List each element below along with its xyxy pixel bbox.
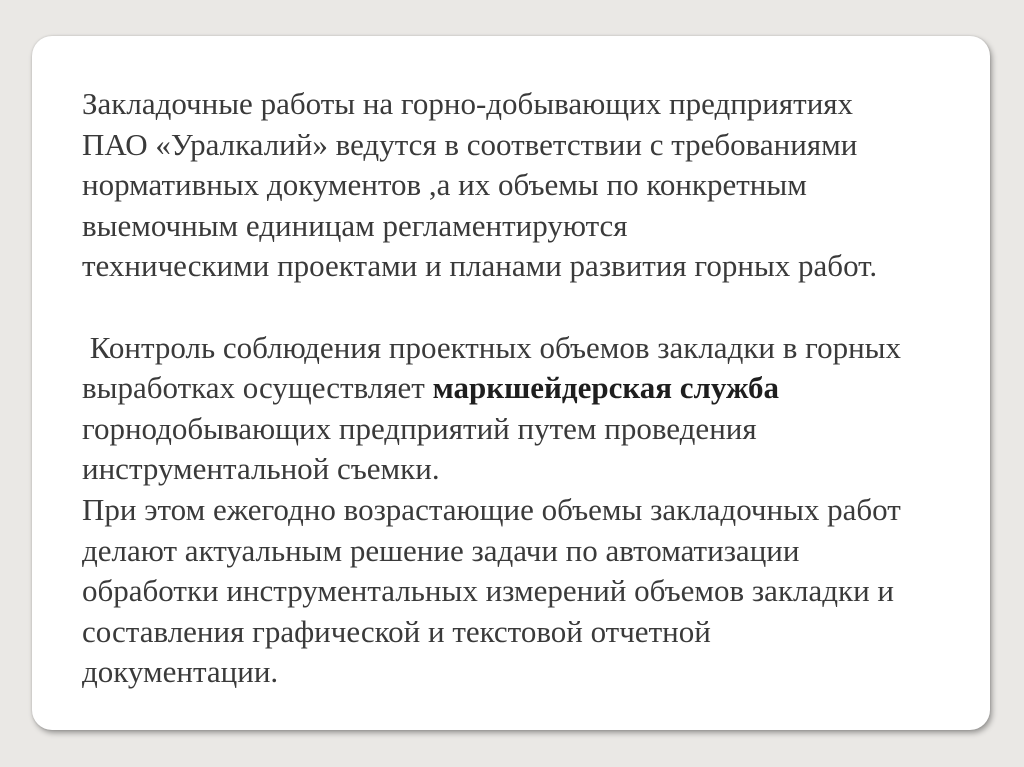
paragraph-1-line: нормативных документов ,а их объемы по конкретным (82, 167, 807, 203)
paragraph-3-line: составления графической и текстовой отчетной (82, 613, 711, 649)
paragraph-2-line: инструментальной съемки. (82, 451, 440, 487)
paragraph-3-line: обработки инструментальных измерений объемов закладки и (82, 573, 894, 609)
paragraph-2-text: выработках осуществляет (82, 370, 433, 406)
paragraph-1-line: выемочным единицам регламентируются (82, 207, 628, 243)
paragraph-2-line-with-emphasis (82, 368, 1002, 409)
slide-card (32, 36, 990, 730)
paragraph-3-line: документации. (82, 654, 279, 690)
paragraph-1-line: техническими проектами и планами развития горных работ. (82, 248, 878, 284)
paragraph-3-line: делают актуальным решение задачи по автоматизации (82, 532, 800, 568)
emphasis-text: маркшейдерская служба (432, 370, 780, 406)
paragraph-1-line: Закладочные работы на горно-добывающих предприятиях (82, 86, 854, 121)
paragraph-spacer (82, 287, 1002, 328)
slide-text (82, 84, 1002, 693)
paragraph-3 (82, 490, 1002, 693)
paragraph-1-line: ПАО «Уралкалий» ведутся в соответствии с требованиями (82, 126, 858, 162)
paragraph-3-line: При этом ежегодно возрастающие объемы закладочных работ (82, 491, 901, 527)
paragraph-1 (82, 84, 1002, 287)
paragraph-2-line: Контроль соблюдения проектных объемов закладки в горных (82, 329, 901, 365)
paragraph-2-line: горнодобывающих предприятий путем проведения (82, 410, 757, 446)
paragraph-2 (82, 328, 1002, 490)
